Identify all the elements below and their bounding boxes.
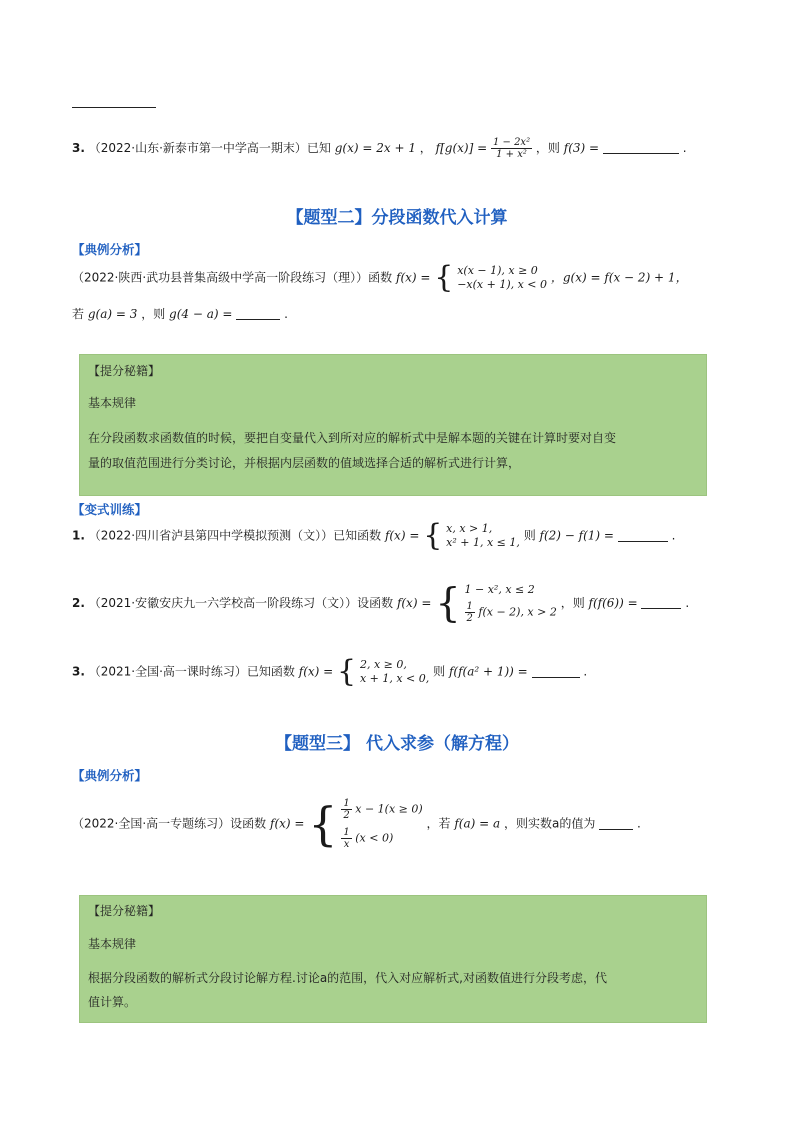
period: .: [682, 141, 687, 155]
tip-rule: 基本规律: [88, 396, 137, 410]
period: .: [284, 307, 288, 321]
practice-problem-3: [72, 654, 588, 689]
period: .: [637, 816, 641, 831]
piecewise-cases: [360, 658, 429, 686]
g-definition: ，g(x) = f(x − 2) + 1，: [550, 270, 688, 285]
problem-source: （2022·全国·高一专题练习）设函数: [72, 816, 267, 831]
case-2: x² + 1, x ≤ 1,: [446, 536, 520, 549]
fraction-denominator: x: [343, 839, 350, 850]
ask-prefix: ，则: [560, 596, 585, 610]
f-lhs: f(x) =: [298, 664, 334, 679]
example-problem-line2: [72, 306, 288, 322]
top-answer-blank: [72, 107, 156, 108]
tip-text-line1: 在分段函数求函数值的时候，要把自变量代入到所对应的解析式中是解本题的关键在计算时要对自变: [88, 431, 617, 445]
fraction-numerator: 1 − 2x²: [492, 137, 531, 148]
left-brace: {: [308, 797, 338, 851]
condition: f(a) = a: [454, 816, 501, 831]
case-1: 2, x ≥ 0,: [359, 658, 407, 671]
answer-blank: [599, 817, 633, 830]
then-prefix: ，则: [141, 307, 166, 321]
left-brace: {: [435, 580, 461, 627]
case-1-fraction: [341, 798, 351, 821]
answer-blank: [532, 665, 580, 678]
piecewise-cases: [465, 583, 557, 624]
section-heading-3: 【题型三】 代入求参（解方程）: [275, 734, 519, 754]
problem-source: （2022·陕西·武功县普集高级中学高一阶段练习（理））函数: [72, 270, 393, 285]
ask-expression: f(2) − f(1) =: [539, 528, 614, 543]
tip-text-line1: 根据分段函数的解析式分段讨论解方程.讨论a的范围，代入对应解析式,对函数值进行分段考虑，代: [88, 971, 607, 985]
practice-label: 【变式训练】: [72, 502, 148, 517]
practice-problem-1: [72, 518, 676, 553]
example-label: 【典例分析】: [72, 768, 148, 783]
problem-number: 3.: [72, 141, 85, 155]
f-lhs: f(x) =: [396, 596, 432, 610]
ask-expression: f(3) =: [563, 141, 600, 155]
period: .: [671, 528, 676, 543]
example-label: 【典例分析】: [72, 242, 148, 257]
fraction-numerator: 1: [343, 827, 350, 838]
problem-number: 3.: [72, 664, 85, 679]
ask-prefix: ，则: [535, 141, 560, 155]
tip-text-line2: 量的取值范围进行分类讨论，并根据内层函数的值域选择合适的解析式进行计算，: [88, 456, 521, 470]
condition: g(a) = 3: [87, 307, 138, 321]
problem-number: 2.: [72, 596, 85, 610]
case-2: −x(x + 1), x < 0: [457, 278, 548, 291]
f-lhs: f(x) =: [384, 528, 420, 543]
problem-source: （2021·安徽安庆九一六学校高一阶段练习（文））设函数: [88, 596, 394, 610]
ask-expression: f(f(6)) =: [588, 596, 638, 610]
section-heading-2: 【题型二】分段函数代入计算: [286, 208, 508, 228]
practice-problem-2: [72, 580, 690, 627]
f-lhs: f(x) =: [270, 816, 305, 831]
case-2-rest: f(x − 2), x > 2: [478, 605, 557, 619]
case-2: x + 1, x < 0,: [359, 672, 430, 685]
piecewise-cases: [457, 264, 547, 292]
separator: ，: [419, 141, 432, 155]
problem-source: （2022·山东·新泰市第一中学高一期末）已知: [88, 141, 331, 155]
piecewise-cases: [341, 798, 422, 850]
fraction-denominator: 2: [343, 810, 350, 821]
period: .: [685, 596, 690, 610]
g-definition: g(x) = 2x + 1: [334, 141, 416, 155]
fraction-denominator: 2: [466, 613, 473, 624]
case-1: [341, 798, 422, 821]
problem-number: 1.: [72, 528, 85, 543]
problem-source: （2022·四川省泸县第四中学模拟预测（文））已知函数: [88, 528, 382, 543]
if-prefix: 若: [72, 307, 85, 321]
fg-fraction: [491, 137, 532, 160]
left-brace: {: [423, 518, 443, 553]
tip-title: 【提分秘籍】: [88, 364, 161, 378]
example-problem-3: [72, 798, 641, 850]
answer-blank: [236, 307, 280, 320]
f-lhs: f(x) =: [396, 270, 431, 285]
left-brace: {: [337, 654, 357, 689]
tip-text-line2: 值计算。: [88, 995, 137, 1009]
if-prefix: ，若: [426, 816, 451, 831]
piecewise-cases: [446, 522, 520, 550]
left-brace: {: [434, 260, 454, 295]
fg-lhs: f[g(x)] =: [435, 141, 488, 155]
case-1: 1 − x², x ≤ 2: [464, 583, 535, 596]
fraction-denominator: 1 + x²: [496, 149, 527, 160]
case-1: x, x > 1,: [446, 522, 493, 535]
fraction-numerator: 1: [466, 601, 473, 612]
tip-title: 【提分秘籍】: [88, 904, 161, 918]
answer-blank: [641, 596, 681, 609]
case-2: [341, 827, 422, 850]
ask-expression: g(4 − a) =: [169, 307, 233, 321]
example-problem-line1: [72, 260, 688, 295]
ask-text: ，则实数a的值为: [503, 816, 596, 831]
period: .: [583, 664, 588, 679]
case-2-fraction: [341, 827, 351, 850]
answer-blank: [603, 141, 679, 154]
ask-expression: f(f(a² + 1)) =: [448, 664, 528, 679]
ask-prefix: 则: [523, 528, 536, 543]
tip-box-2: [79, 895, 707, 1023]
answer-blank: [618, 529, 668, 542]
tip-box-1: [79, 354, 707, 496]
case-2: [465, 601, 557, 624]
case-2-rest: (x < 0): [355, 831, 394, 845]
tip-rule: 基本规律: [88, 937, 137, 951]
problem-3-top: [72, 137, 687, 160]
case-2-fraction: [465, 601, 475, 624]
ask-prefix: 则: [433, 664, 446, 679]
problem-source: （2021·全国·高一课时练习）已知函数: [88, 664, 295, 679]
case-1: x(x − 1), x ≥ 0: [457, 264, 538, 277]
fraction-numerator: 1: [343, 798, 350, 809]
case-1-rest: x − 1(x ≥ 0): [355, 802, 423, 816]
